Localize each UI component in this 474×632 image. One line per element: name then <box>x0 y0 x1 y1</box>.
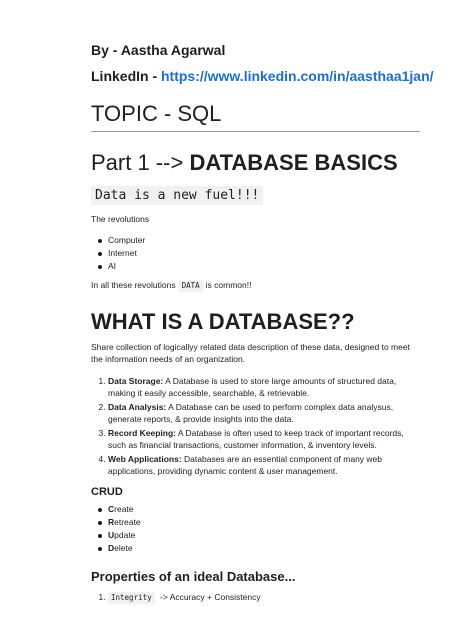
use-text: A Database is often used to keep track of important records, such as financial transactions, customer information, & inventory levels. <box>108 428 404 450</box>
summary-text-before: In all these revolutions <box>91 280 176 290</box>
crud-rest: elete <box>114 543 133 553</box>
horizontal-divider <box>91 131 420 132</box>
part-prefix: Part 1 --> <box>91 150 184 175</box>
revolutions-summary <box>91 279 251 292</box>
list-item: Internet <box>108 247 145 260</box>
crud-letter: R <box>108 517 115 527</box>
list-item <box>108 516 141 529</box>
database-definition: Share collection of logicallyy related data description of these data, designed to meet the information needs of an organization. <box>91 342 410 364</box>
revolutions-list <box>91 234 145 273</box>
crud-rest: reate <box>114 504 134 514</box>
use-term: Record Keeping: <box>108 428 177 438</box>
crud-rest: etreate <box>114 517 141 527</box>
what-is-heading: WHAT IS A DATABASE?? <box>91 309 355 334</box>
list-item <box>108 453 421 477</box>
database-uses-list <box>91 375 421 479</box>
crud-letter: C <box>108 504 115 514</box>
code-quote: Data is a new fuel!!! <box>91 186 263 205</box>
linkedin-link[interactable]: https://www.linkedin.com/in/aasthaa1jan/ <box>161 68 434 84</box>
list-item <box>108 529 141 542</box>
property-text: -> Accuracy + Consistency <box>157 592 261 602</box>
crud-letter: D <box>108 543 115 553</box>
crud-heading: CRUD <box>91 486 123 498</box>
properties-heading: Properties of an ideal Database... <box>91 569 296 584</box>
author-line: By - Aastha Agarwal <box>91 42 226 58</box>
topic-title: TOPIC - SQL <box>91 101 222 126</box>
part-heading <box>91 150 398 176</box>
linkedin-line <box>91 68 434 84</box>
inline-code-integrity: Integrity <box>108 592 155 604</box>
summary-text-after: is common!! <box>205 280 252 290</box>
crud-rest: pdate <box>114 530 136 540</box>
use-text: A Database can be used to perform complex data analysus, generate reports, & provide insights into the data. <box>108 402 394 424</box>
inline-code-data: DATA <box>179 280 203 292</box>
list-item <box>108 542 141 555</box>
list-item <box>108 375 421 399</box>
linkedin-label: LinkedIn - <box>91 68 161 84</box>
list-item <box>108 591 421 604</box>
revolutions-intro: The revolutions <box>91 214 150 224</box>
crud-list <box>91 503 141 555</box>
use-text: Databases are an essential component of many web applications, providing dynamic content & user management. <box>108 454 383 476</box>
use-term: Data Storage: <box>108 376 164 386</box>
list-item: AI <box>108 260 145 273</box>
list-item: Computer <box>108 235 146 245</box>
use-text: A Database is used to store large amounts of structured data, making it easily accessible, searchable, & retrievable. <box>108 376 397 398</box>
use-term: Data Analysis: <box>108 402 167 412</box>
use-term: Web Applications: <box>108 454 182 464</box>
part-title: DATABASE BASICS <box>189 150 398 175</box>
crud-letter: U <box>108 530 115 540</box>
list-item <box>108 427 421 451</box>
list-item <box>108 401 421 425</box>
list-item <box>108 503 141 516</box>
properties-list <box>91 591 421 606</box>
